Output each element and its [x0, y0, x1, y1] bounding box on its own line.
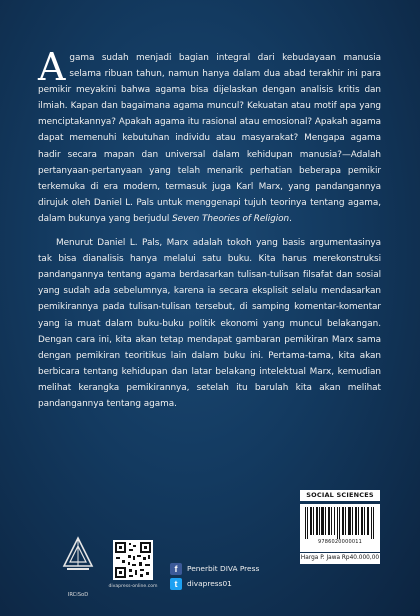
blurb-text: [38, 45, 381, 412]
qr-code-icon: [113, 540, 153, 580]
twitter-icon: t: [170, 578, 182, 590]
book-title-reference: Seven Theories of Religion: [172, 213, 290, 224]
twitter-name: divapress01: [187, 579, 232, 588]
paragraph-1-text: gama sudah menjadi bagian integral dari kebudayaan manusia selama ribuan tahun, namun hanya dalam dua abad terakhir ini para pemikir meyakini bahwa agama bisa dijelaskan dengan analisis kritis dan ilmiah. Kapan dan bagaimana agama muncul? Kekuatan atau motif apa yang menciptakannya? Apakah agama itu rasional atau emosional? Apakah agama dapat memenuhi kebutuhan individu atau masyarakat? Mengapa agama hadir secara mapan dan universal dalam kehidupan manusia?—Adalah pertanyaan-pertanyaan yang telah menarik perhatian beberapa pemikir terkemuka di era modern, termasuk juga Karl Marx, yang pandangannya dirujuk oleh Daniel L. Pals untuk menggenapi tujuh teorinya tentang agama, dalam bukunya yang berjudul: [38, 53, 381, 224]
genre-label: SOCIAL SCIENCES: [300, 490, 380, 501]
publisher-logo-text: IRCiSoD: [67, 592, 89, 598]
paragraph-1: [38, 45, 381, 227]
facebook-name: Penerbit DIVA Press: [187, 564, 260, 573]
barcode-icon: [304, 507, 376, 539]
facebook-link[interactable]: [170, 561, 259, 576]
paragraph-2: Menurut Daniel L. Pals, Marx adalah tokoh yang basis argumentasinya tak bisa dianalisis hanya melalui satu buku. Kita harus merekonstruksi pandangannya tentang agama berdasarkan tulisan-tulisan filsafat dan sosial yang sudah ada sebelumnya, karena ia secara eksplisit selalu mendasarkan pemikirannya pada tulisan-tulisan tersebut, di samping komentar-komentar yang ia muat dalam buku-buku politik ekonomi yang muncul belakangan. Dengan cara ini, kita akan tetap mendapat gambaran pemikiran Marx sama dengan pemikiran teoritikus lain dalam buku ini. Pertama-tama, kita akan berbicara tentang kehidupan dan latar belakang intelektual Marx, kemudian melihat kerangka pemikirannya, setelah itu barulah kita akan melihat pandangannya tentang agama.: [38, 238, 381, 409]
facebook-icon: f: [170, 563, 182, 575]
paragraph-1-end: .: [289, 213, 292, 224]
publisher-logo-icon: [60, 536, 96, 588]
twitter-link[interactable]: [170, 576, 259, 591]
barcode: [300, 504, 380, 552]
price-label: Harga P. Jawa Rp40.000,00: [300, 553, 380, 564]
isbn-number: 9786020000011: [318, 539, 362, 545]
qr-caption: divapress-online.com: [108, 584, 158, 589]
social-links: [170, 561, 259, 591]
drop-cap: A: [38, 45, 66, 89]
